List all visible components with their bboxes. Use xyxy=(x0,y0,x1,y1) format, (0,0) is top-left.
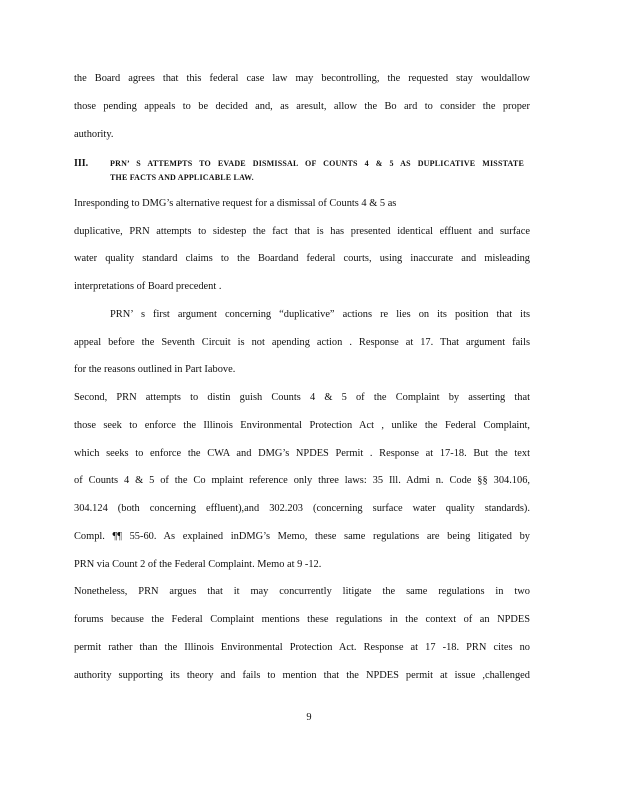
page-number: 9 xyxy=(306,712,312,723)
body-line: PRN’ s first argument concerning “duplicative” actions re lies on its position that its xyxy=(110,309,530,320)
section-heading-number: III. xyxy=(74,158,89,169)
body-line: of Counts 4 & 5 of the Co mplaint reference only three laws: 35 Ill. Admi n. Code §§ 304.106, xyxy=(74,475,530,486)
body-line: Inresponding to DMG’s alternative request for a dismissal of Counts 4 & 5 as xyxy=(74,198,397,209)
body-line: those seek to enforce the Illinois Environmental Protection Act , unlike the Federal Complaint, xyxy=(74,420,530,431)
body-line: which seeks to enforce the CWA and DMG’s NPDES Permit . Response at 17-18. But the text xyxy=(74,448,530,459)
section-heading-line: PRN’ S ATTEMPTS TO EVADE DISMISSAL OF COUNTS 4 & 5 AS DUPLICATIVE MISSTATE xyxy=(110,159,524,168)
body-line: duplicative, PRN attempts to sidestep the fact that is has presented identical effluent and surface xyxy=(74,226,530,237)
body-line: appeal before the Seventh Circuit is not apending action . Response at 17. That argument fails xyxy=(74,337,530,348)
body-line: those pending appeals to be decided and, as aresult, allow the Bo ard to consider the proper xyxy=(74,101,530,112)
body-line: interpretations of Board precedent . xyxy=(74,281,222,292)
body-line: Nonetheless, PRN argues that it may concurrently litigate the same regulations in two xyxy=(74,586,530,597)
body-line: water quality standard claims to the Boardand federal courts, using inaccurate and misleading xyxy=(74,253,530,264)
body-line: 304.124 (both concerning effluent),and 302.203 (concerning surface water quality standards). xyxy=(74,503,530,514)
body-line: Compl. ¶¶ 55-60. As explained inDMG’s Memo, these same regulations are being litigated by xyxy=(74,531,530,542)
body-line: for the reasons outlined in Part Iabove. xyxy=(74,364,236,375)
body-line: PRN via Count 2 of the Federal Complaint. Memo at 9 -12. xyxy=(74,559,322,570)
body-line: Second, PRN attempts to distin guish Counts 4 & 5 of the Complaint by asserting that xyxy=(74,392,530,403)
body-line: the Board agrees that this federal case law may becontrolling, the requested stay wouldallow xyxy=(74,73,530,84)
body-line: authority. xyxy=(74,129,114,140)
section-heading-line: THE FACTS AND APPLICABLE LAW. xyxy=(110,173,254,182)
body-line: forums because the Federal Complaint mentions these regulations in the context of an NPDES xyxy=(74,614,530,625)
body-line: permit rather than the Illinois Environmental Protection Act. Response at 17 -18. PRN cites no xyxy=(74,642,530,653)
body-line: authority supporting its theory and fails to mention that the NPDES permit at issue ,challenged xyxy=(74,670,530,681)
